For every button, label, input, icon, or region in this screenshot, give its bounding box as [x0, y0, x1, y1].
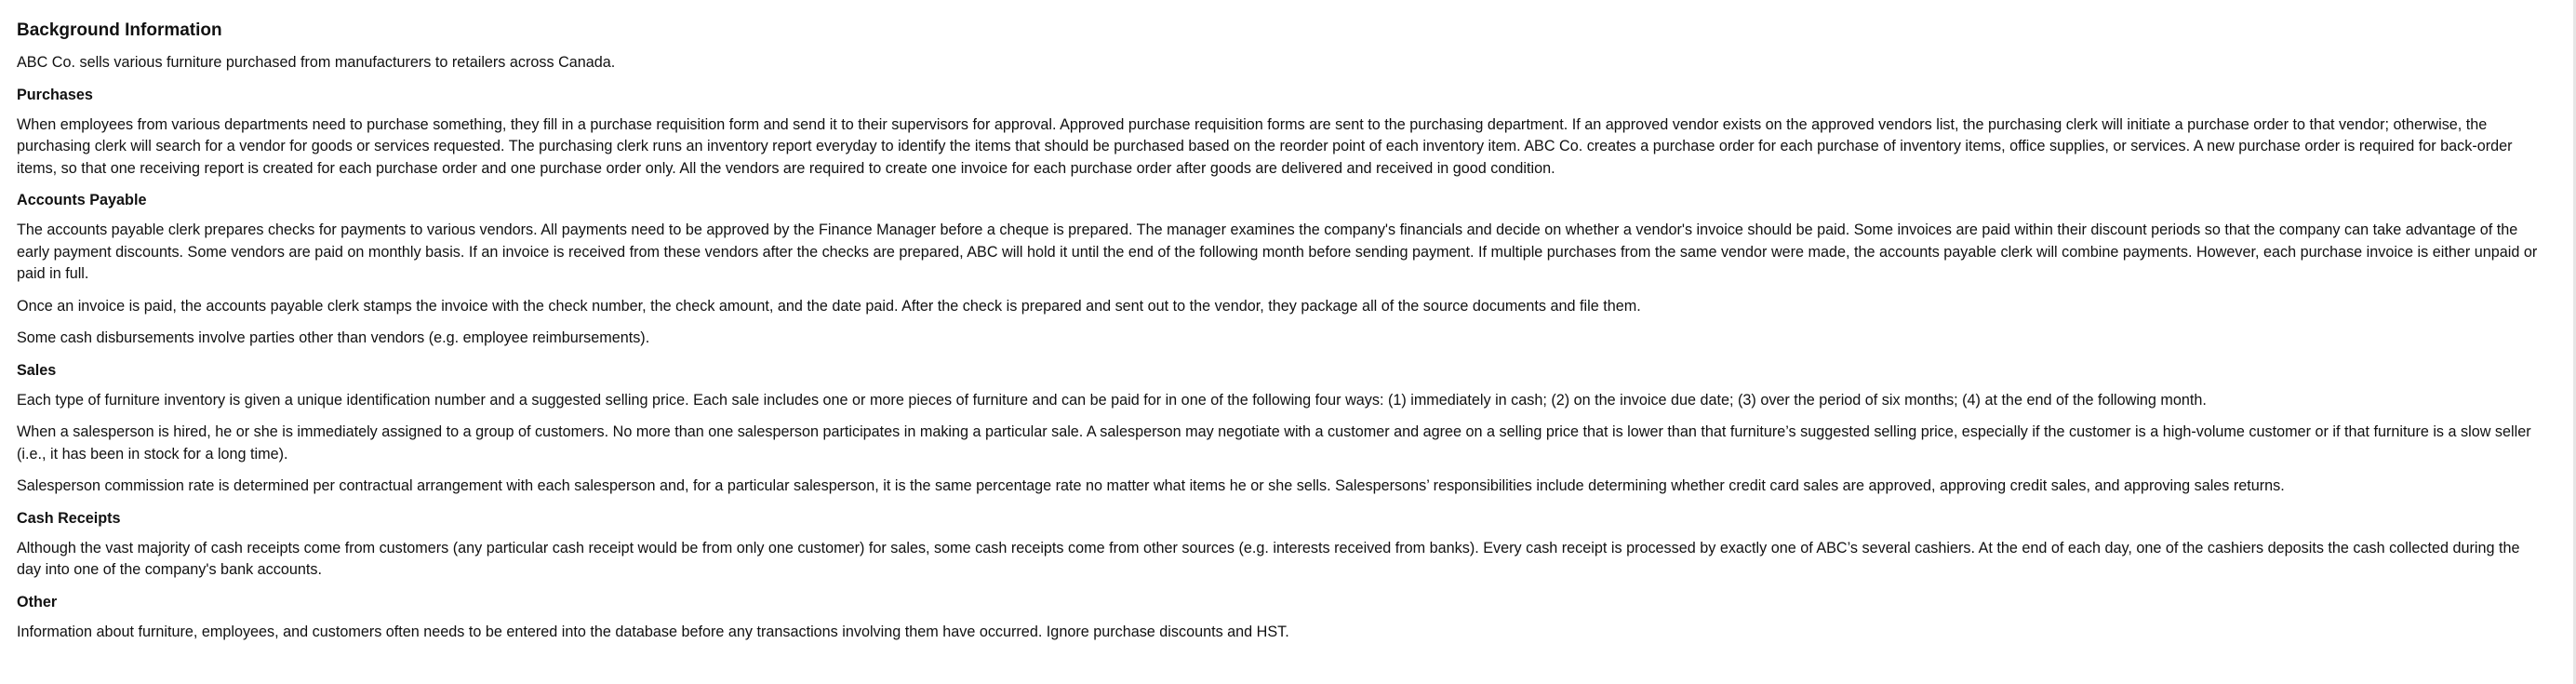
cash-receipts-paragraph: Although the vast majority of cash receipts come from customers (any particular cash receipt would be from only one customer) for sales, some cash receipts come from other sources (e.g. interests received from banks). Every cash receipt is processed by exactly one of ABC’s several cashiers. At the end of each day, one of the cashiers deposits the cash collected during the day into one of the company's bank accounts. — [17, 539, 2520, 578]
section-heading-purchases: Purchases — [17, 86, 93, 103]
accounts-payable-paragraph: The accounts payable clerk prepares checks for payments to various vendors. All payments need to be approved by the Finance Manager before a cheque is prepared. The manager examines the company's financials and decide on whether a vendor's invoice should be paid. Some invoices are paid within their discount periods so that the company can take advantage of the early payment discounts. Some vendors are paid on monthly basis. If an invoice is received from these vendors after the checks are prepared, ABC will hold it until the end of the following month before sending payment. If multiple purchases from the same vendor were made, the accounts payable clerk will combine payments. However, each purchase invoice is either unpaid or paid in full. — [17, 221, 2538, 282]
accounts-payable-paragraph: Some cash disbursements involve parties other than vendors (e.g. employee reimbursements). — [17, 329, 650, 346]
accounts-payable-paragraph: Once an invoice is paid, the accounts payable clerk stamps the invoice with the check number, the check amount, and the date paid. After the check is prepared and sent out to the vendor, they package all of the source documents and file them. — [17, 297, 1641, 315]
section-heading-other: Other — [17, 593, 58, 610]
sales-paragraph: Each type of furniture inventory is given a unique identification number and a suggested selling price. Each sale includes one or more pieces of furniture and can be paid for in one of the following four ways: (1) immediately in cash; (2) on the invoice due date; (3) over the period of six months; (4) at the end of the following month. — [17, 391, 2207, 409]
document-body — [17, 19, 2538, 653]
section-heading-sales: Sales — [17, 361, 57, 379]
intro-paragraph: ABC Co. sells various furniture purchased from manufacturers to retailers across Canada. — [17, 54, 616, 71]
sales-paragraph: When a salesperson is hired, he or she is immediately assigned to a group of customers. No more than one salesperson participates in making a particular sale. A salesperson may negotiate with a customer and agree on a selling price that is lower than that furniture’s suggested selling price, especially if the customer is a high-volume customer or if that furniture is a slow seller (i.e., it has been in stock for a long time). — [17, 423, 2531, 463]
page-title: Background Information — [17, 20, 222, 40]
other-paragraph: Information about furniture, employees, and customers often needs to be entered into the database before any transactions involving them have occurred. Ignore purchase discounts and HST. — [17, 623, 1289, 640]
section-heading-accounts-payable: Accounts Payable — [17, 192, 147, 208]
purchases-paragraph: When employees from various departments need to purchase something, they fill in a purchase requisition form and send it to their supervisors for approval. Approved purchase requisition forms are sent to the purchasing department. If an approved vendor exists on the approved vendors list, the purchasing clerk will initiate a purchase order to that vendor; otherwise, the purchasing clerk will search for a vendor for goods or services requested. The purchasing clerk runs an inventory report everyday to identify the items that should be purchased based on the reorder point of each inventory item. ABC Co. creates a purchase order for each purchase of inventory items, office supplies, or services. A new purchase order is required for back-order items, so that one receiving report is created for each purchase order and one purchase order only. All the vendors are required to create one invoice for each purchase order after goods are delivered and received in good condition. — [17, 115, 2513, 177]
section-heading-cash-receipts: Cash Receipts — [17, 509, 121, 527]
sales-paragraph: Salesperson commission rate is determined per contractual arrangement with each salesperson and, for a particular salesperson, it is the same percentage rate no matter what items he or she sells. Salespersons’ responsibilities include determining whether credit card sales are approved, approving credit sales, and approving sales returns. — [17, 477, 2285, 494]
